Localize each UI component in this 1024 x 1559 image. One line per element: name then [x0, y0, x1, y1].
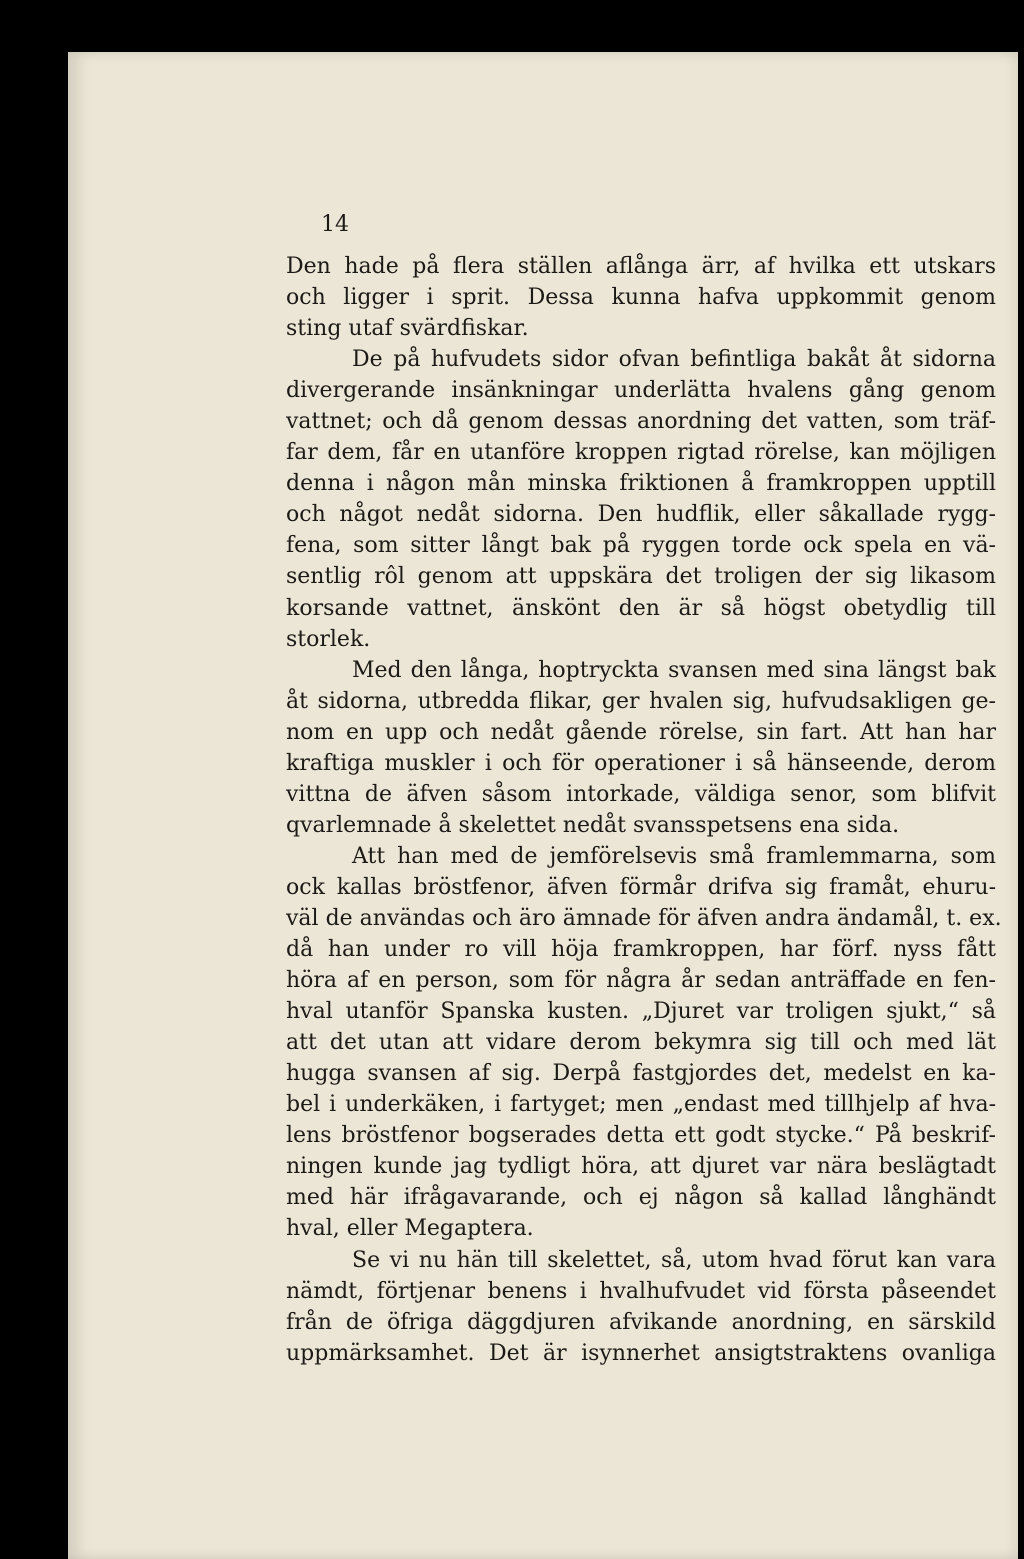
text-line: bel i underkäken, i fartyget; men „endast med tillhjelp af hva- [286, 1092, 996, 1118]
text-line: storlek. [286, 626, 371, 652]
text-line: hval utanför Spanska kusten. „Djuret var troligen sjukt,“ så [286, 999, 996, 1025]
text-line: qvarlemnade å skelettet nedåt svansspetsens ena sida. [286, 812, 900, 838]
text-line: ningen kunde jag tydligt höra, att djuret var nära beslägtadt [286, 1154, 996, 1180]
text-line: De på hufvudets sidor ofvan befintliga bakåt åt sidorna [352, 347, 996, 373]
text-line: från de öfriga däggdjuren afvikande anordning, en särskild [286, 1309, 996, 1335]
body-text [286, 251, 1002, 1369]
text-line: åt sidorna, utbredda flikar, ger hvalen sig, hufvudsakligen ge- [286, 688, 996, 714]
text-line: nom en upp och nedåt gående rörelse, sin fart. Att han har [286, 719, 996, 745]
text-line: divergerande insänkningar underlätta hvalens gång genom [286, 378, 996, 404]
text-line: Med den långa, hoptryckta svansen med sina längst bak [352, 657, 996, 683]
text-line: Se vi nu hän till skelettet, så, utom hvad förut kan vara [352, 1247, 996, 1273]
text-line: kraftiga muskler i och för operationer i så hänseende, derom [286, 750, 996, 776]
text-line: far dem, får en utanföre kroppen rigtad rörelse, kan möjligen [286, 440, 996, 466]
text-line: ock kallas bröstfenor, äfven förmår drifva sig framåt, ehuru- [286, 874, 996, 900]
text-line: lens bröstfenor bogserades detta ett godt stycke.“ På beskrif- [286, 1123, 996, 1149]
text-line: vittna de äfven såsom intorkade, väldiga senor, som blifvit [286, 781, 996, 807]
text-line: Att han med de jemförelsevis små framlemmarna, som [352, 843, 996, 869]
text-line: korsande vattnet, änskönt den är så högst obetydlig till [286, 595, 996, 621]
text-line: denna i någon mån minska friktionen å framkroppen upptill [286, 471, 996, 497]
text-line: fena, som sitter långt bak på ryggen torde ock spela en vä- [286, 533, 996, 559]
text-line: och ligger i sprit. Dessa kunna hafva uppkommit genom [286, 285, 996, 311]
text-line: sting utaf svärdfiskar. [286, 316, 529, 342]
text-line: Den hade på flera ställen aflånga ärr, af hvilka ett utskars [286, 254, 996, 279]
text-line: hugga svansen af sig. Derpå fastgjordes det, medelst en ka- [286, 1061, 996, 1087]
text-line: hval, eller Megaptera. [286, 1216, 534, 1242]
text-line: då han under ro vill höja framkroppen, har förf. nyss fått [286, 937, 996, 963]
text-line: sentlig rôl genom att uppskära det troligen der sig likasom [286, 564, 996, 590]
text-line: höra af en person, som för några år sedan anträffade en fen- [286, 968, 996, 994]
text-line: vattnet; och då genom dessas anordning det vatten, som träf- [286, 409, 996, 435]
text-line: att det utan att vidare derom bekymra sig till och med lät [286, 1030, 996, 1056]
text-line: väl de användas och äro ämnade för äfven andra ändamål, t. ex. [286, 905, 1002, 931]
book-page [68, 52, 1018, 1559]
text-line: uppmärksamhet. Det är isynnerhet ansigtstraktens ovanliga [286, 1340, 996, 1366]
text-line: och något nedåt sidorna. Den hudflik, eller såkallade rygg- [286, 502, 996, 528]
page-number: 14 [321, 212, 349, 237]
text-line: nämdt, förtjenar benens i hvalhufvudet vid första påseendet [286, 1278, 996, 1304]
text-line: med här ifrågavarande, och ej någon så kallad långhändt [286, 1185, 996, 1211]
